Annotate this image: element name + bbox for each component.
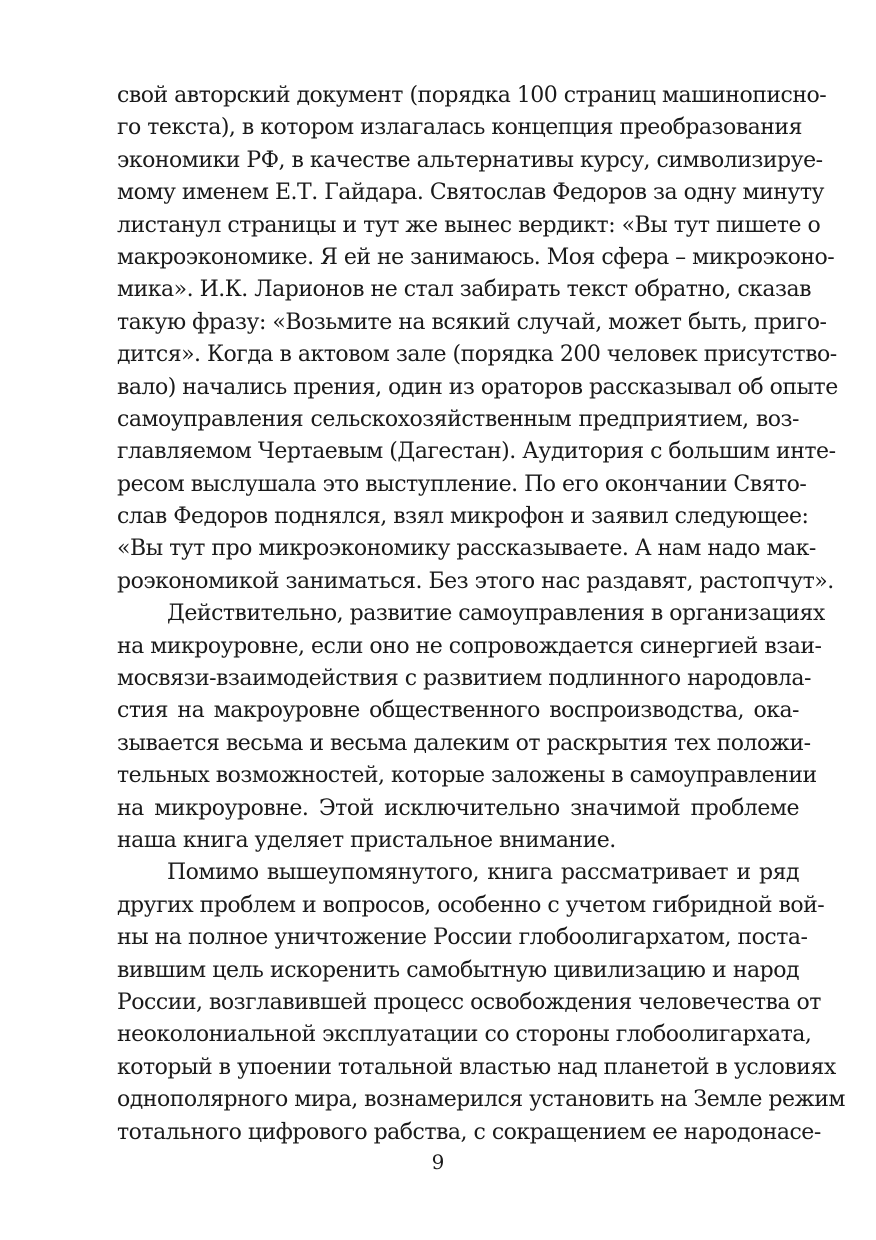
text-line: ны на полное уничтожение России глобоолигархатом, поста-	[117, 925, 808, 951]
text-line: на микроуровне. Этой исключительно значимой проблеме	[117, 795, 799, 821]
text-line: го текста), в котором излагалась концепция преобразования	[117, 115, 802, 141]
text-line: других проблем и вопросов, особенно с учетом гибридной вой-	[117, 892, 825, 918]
text-line: вившим цель искоренить самобытную цивилизацию и народ	[117, 957, 799, 983]
text-line: стия на макроуровне общественного воспроизводства, ока-	[117, 698, 799, 724]
text-line: вало) начались прения, один из ораторов рассказывал об опыте	[117, 374, 838, 400]
text-line: тельных возможностей, которые заложены в самоуправлении	[117, 763, 817, 789]
text-line: макроэкономике. Я ей не занимаюсь. Моя сфера – микроэконо-	[117, 244, 835, 270]
text-line: мика». И.К. Ларионов не стал забирать текст обратно, сказав	[117, 277, 812, 303]
text-line: ресом выслушала это выступление. По его окончании Свято-	[117, 471, 807, 497]
text-line: России, возглавившей процесс освобождения человечества от	[117, 989, 821, 1015]
body-text	[117, 80, 846, 1149]
text-line: Помимо вышеупомянутого, книга рассматривает и ряд	[167, 860, 799, 886]
text-line: экономики РФ, в качестве альтернативы курсу, символизируе-	[117, 147, 823, 173]
text-line: дится». Когда в актовом зале (порядка 200 человек присутство-	[117, 342, 837, 368]
text-line: самоуправления сельскохозяйственным предприятием, воз-	[117, 406, 799, 432]
paragraph-2	[117, 598, 825, 857]
paragraph-1	[117, 80, 838, 598]
text-line: главляемом Чертаевым (Дагестан). Аудитория с большим инте-	[117, 439, 836, 465]
text-line: «Вы тут про микроэкономику рассказываете. А нам надо мак-	[117, 536, 816, 562]
page-number: 9	[431, 1150, 445, 1174]
text-line: слав Федоров поднялся, взял микрофон и заявил следующее:	[117, 504, 809, 530]
text-line: который в упоении тотальной властью над планетой в условиях	[117, 1054, 836, 1080]
paragraph-3	[117, 857, 846, 1149]
text-line: Действительно, развитие самоуправления в организациях	[167, 601, 825, 627]
text-line: мосвязи-взаимодействия с развитием подлинного народовла-	[117, 666, 811, 692]
text-line: тотального цифрового рабства, с сокращением ее народонасе-	[117, 1119, 821, 1145]
text-line: наша книга уделяет пристальное внимание.	[117, 827, 616, 853]
text-line: мому именем Е.Т. Гайдара. Святослав Федоров за одну минуту	[117, 180, 824, 206]
text-line: на микроуровне, если оно не сопровождается синергией взаи-	[117, 633, 822, 659]
text-line: листанул страницы и тут же вынес вердикт: «Вы тут пишете о	[117, 212, 821, 238]
text-line: такую фразу: «Возьмите на всякий случай, может быть, приго-	[117, 309, 827, 335]
text-line: зывается весьма и весьма далеким от раскрытия тех положи-	[117, 730, 811, 756]
text-line: однополярного мира, вознамерился установить на Земле режим	[117, 1087, 846, 1113]
text-line: неоколониальной эксплуатации со стороны глобоолигархата,	[117, 1022, 812, 1048]
text-line: роэкономикой заниматься. Без этого нас раздавят, растопчут».	[117, 568, 834, 594]
text-line: свой авторский документ (порядка 100 страниц машинописно-	[117, 83, 827, 108]
